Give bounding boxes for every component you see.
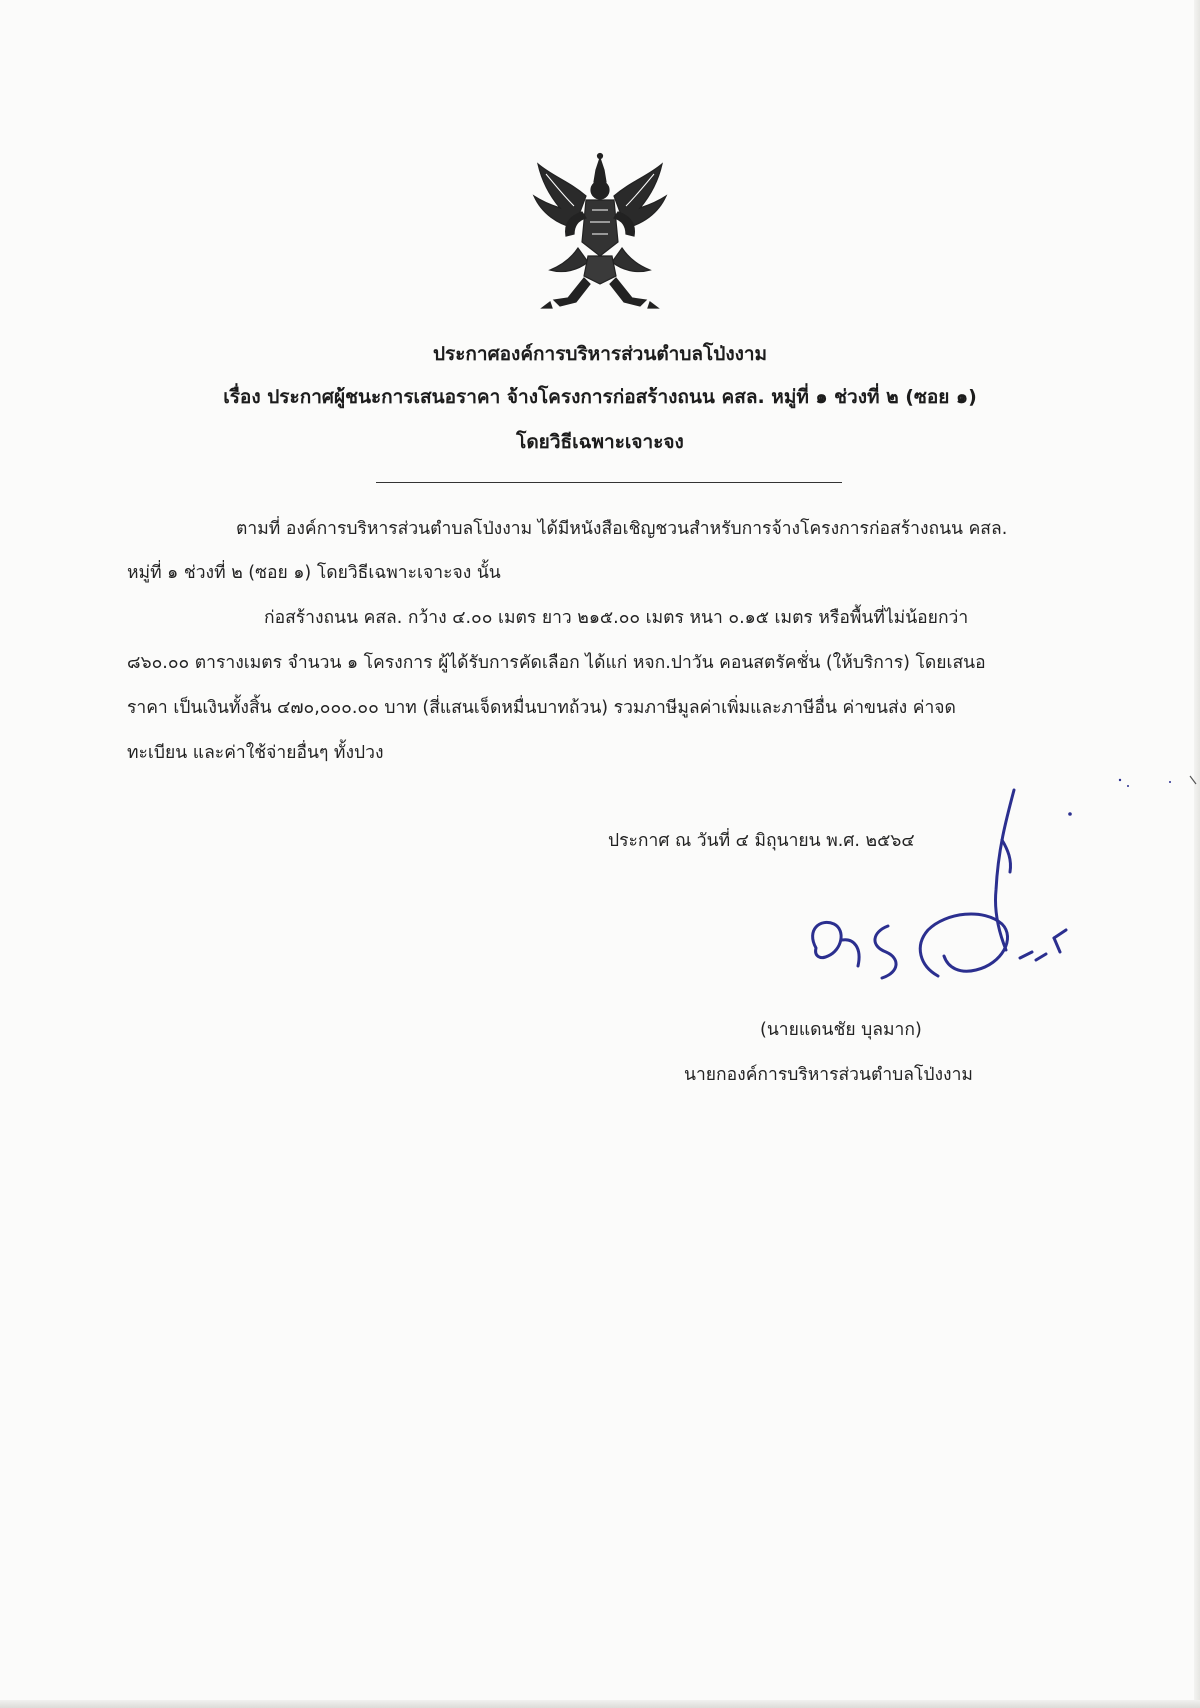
- paragraph1-line2: หมู่ที่ ๑ ช่วงที่ ๒ (ซอย ๑) โดยวิธีเฉพาะเจาะจง นั้น: [127, 563, 501, 583]
- pen-speck-marks: [1060, 770, 1200, 830]
- announcement-subject: เรื่อง ประกาศผู้ชนะการเสนอราคา จ้างโครงการก่อสร้างถนน คสล. หมู่ที่ ๑ ช่วงที่ ๒ (ซอย ๑): [223, 386, 977, 408]
- procurement-method: โดยวิธีเฉพาะเจาะจง: [516, 431, 684, 453]
- announcement-date: ประกาศ ณ วันที่ ๔ มิถุนายน พ.ศ. ๒๕๖๔: [608, 831, 915, 851]
- paragraph2-line4: ทะเบียน และค่าใช้จ่ายอื่นๆ ทั้งปวง: [127, 743, 384, 763]
- handwritten-signature: [770, 780, 1070, 1000]
- signatory-position: นายกองค์การบริหารส่วนตำบลโป่งงาม: [684, 1065, 973, 1085]
- paragraph1-line1: ตามที่ องค์การบริหารส่วนตำบลโป่งงาม ได้มีหนังสือเชิญชวนสำหรับการจ้างโครงการก่อสร้างถนน คสล.: [236, 519, 1008, 539]
- header-divider: [376, 482, 842, 483]
- signatory-name: (นายแดนชัย บุลมาก): [760, 1020, 922, 1040]
- paragraph2-line3: ราคา เป็นเงินทั้งสิ้น ๔๗๐,๐๐๐.๐๐ บาท (สี่แสนเจ็ดหมื่นบาทถ้วน) รวมภาษีมูลค่าเพิ่มและภาษีอื่น ค่าขนส่ง ค่าจด: [127, 698, 956, 718]
- paragraph2-line2: ๘๖๐.๐๐ ตารางเมตร จำนวน ๑ โครงการ ผู้ได้รับการคัดเลือก ได้แก่ หจก.ปาวัน คอนสตรัคชั่น (ให้บริการ) โดยเสนอ: [127, 653, 986, 673]
- garuda-emblem-icon: [530, 152, 670, 312]
- paragraph2-line1: ก่อสร้างถนน คสล. กว้าง ๔.๐๐ เมตร ยาว ๒๑๕.๐๐ เมตร หนา ๐.๑๕ เมตร หรือพื้นที่ไม่น้อยกว่า: [264, 608, 969, 628]
- page-edge-shadow: [1194, 0, 1200, 1708]
- announcement-title: ประกาศองค์การบริหารส่วนตำบลโป่งงาม: [432, 343, 768, 365]
- page-bottom-edge: [0, 1700, 1200, 1708]
